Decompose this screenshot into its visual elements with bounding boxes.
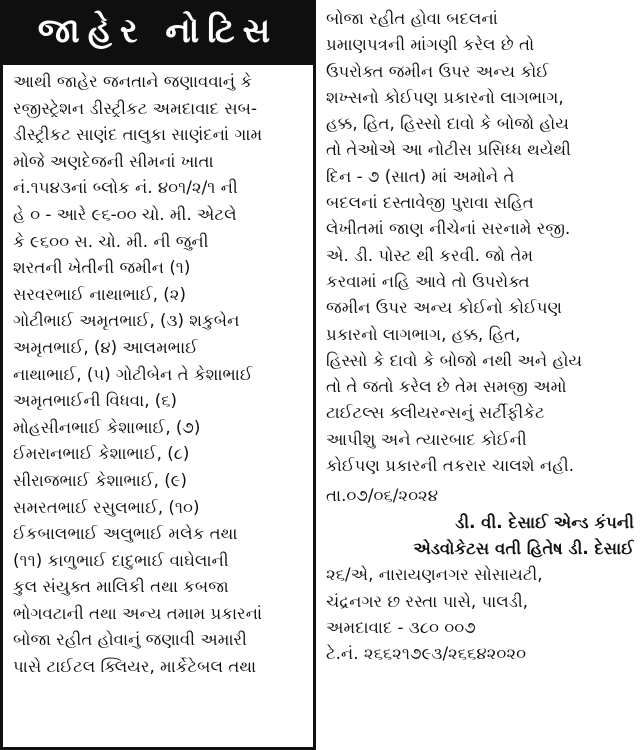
- body-line: શખ્સનો કોઈપણ પ્રકારનો લાગભાગ,: [326, 87, 564, 107]
- body-line: સરવરભાઈ નાથાભાઈ, (૨): [13, 284, 186, 304]
- body-line: ઉપરોક્ત જમીન ઉપર અન્ય કોઈ: [326, 61, 550, 81]
- body-line: બદલનાં દસ્તાવેજી પુરાવા સહિત: [326, 193, 534, 213]
- notice-left-column: [0, 0, 316, 750]
- body-line: શરતની ખેતીની જમીન (૧): [13, 258, 191, 278]
- body-line: અમૃતભાઈની વિધવા, (૬): [13, 391, 177, 411]
- body-line: જમીન ઉપર અન્ય કોઈનો કોઈપણ: [326, 298, 563, 318]
- firm-name: ડી. વી. દેસાઈ એન્ડ કંપની: [455, 512, 634, 532]
- body-line: પ્રકારનો લાગભાગ, હક્ક, હિત,: [326, 324, 521, 344]
- body-line: બોજા રહીત હોવાનું જણાવી અમારી: [13, 630, 247, 650]
- body-line: કે ૯૬૦૦ સ. ચો. મી. ની જુની: [13, 231, 209, 251]
- notice-title: જાહેર નોટિસ: [0, 0, 316, 65]
- body-line: આથી જાહેર જનતાને જણાવવાનું કે: [13, 72, 253, 91]
- body-line: ગોટીભાઈ અમૃતભાઈ, (૩) શકુબેન: [13, 311, 240, 331]
- body-line: આપીશુ અને ત્યારબાદ કોઈની: [326, 429, 527, 449]
- body-line: સમરતભાઈ રસુલભાઈ, (૧૦): [13, 497, 200, 517]
- body-line: ઈમરાનભાઈ કેશાભાઈ, (૮): [13, 444, 190, 464]
- body-line: ઈકબાલભાઈ અલુભાઈ મલેક તથા: [13, 524, 238, 544]
- right-body-text: [318, 0, 640, 667]
- body-line: (૧૧) કાળુભાઈ દાદુભાઈ વાઘેલાની: [13, 550, 229, 570]
- notice-right-column: [318, 0, 640, 750]
- notice-date: તા.૦૭/૦૬/૨૦૨૪: [326, 486, 439, 506]
- body-line: ટાઈટલ્સ ક્લીયરન્સનું સર્ટીફીકેટ: [326, 403, 545, 423]
- phone-number: ટે.નં. ૨૬૬૨૧૭૯૩/૨૬૬૪૨૦૨૦: [326, 644, 527, 664]
- body-line: બોજા રહીત હોવા બદલનાં: [326, 9, 498, 28]
- body-line: મોજે અણદેજની સીમનાં ખાતા: [13, 151, 214, 171]
- body-line: પાસે ટાઈટલ ક્લિયર, માર્કેટેબલ તથા: [13, 657, 257, 677]
- body-line: દિન - ૭ (સાત) માં અમોને તે: [326, 166, 515, 186]
- body-line: તો તે જતો કરેલ છે તેમ સમજી અમો: [326, 377, 567, 397]
- body-line: હે ૦ - આરે ૯૬-૦૦ ચો. મી. એટલે: [13, 204, 237, 224]
- body-line: લેખીતમાં જાણ નીચેનાં સરનામે રજી.: [326, 219, 571, 239]
- body-line: ભોગવટાની તથા અન્ય તમામ પ્રકારનાં: [13, 603, 263, 623]
- body-line: અમૃતભાઈ, (૪) આલમભાઈ: [13, 337, 198, 357]
- body-line: મોહસીનભાઈ કેશાભાઈ, (૭): [13, 417, 201, 437]
- body-line: ડીસ્ટ્રીકટ સાણંદ તાલુકા સાણંદનાં ગામ: [13, 125, 263, 145]
- body-line: તો તેઓએ આ નોટીસ પ્રસિધ્ધ થયેથી: [326, 140, 571, 160]
- body-line: કોઈપણ પ્રકારની તકરાર ચાલશે નહી.: [326, 456, 575, 476]
- body-line: પ્રમાણપત્રની માંગણી કરેલ છે તો: [326, 35, 535, 55]
- address-line: ૨૬/એ, નારાયણનગર સોસાયટી,: [326, 565, 543, 585]
- body-line: નાથાભાઈ, (૫) ગોટીબેન તે કેશાભાઈ: [13, 364, 253, 384]
- body-line: સીરાજભાઈ કેશાભાઈ, (૯): [13, 470, 187, 490]
- body-line: કુલ સંયુક્ત માલિકી તથા કબજા: [13, 577, 229, 597]
- body-line: રજીસ્ટ્રેશન ડીસ્ટ્રીકટ અમદાવાદ સબ-: [13, 98, 257, 118]
- address-line: ચંદ્રનગર છ રસ્તા પાસે, પાલડી,: [326, 591, 528, 611]
- body-line: હિસ્સો કે દાવો કે બોજો નથી અને હોય: [326, 350, 583, 370]
- body-line: એ. ડી. પોસ્ટ થી કરવી. જો તેમ: [326, 245, 534, 265]
- body-line: નં.૧૫૪૩નાં બ્લોક નં. ૪૦૧/૨/૧ ની: [13, 178, 238, 198]
- body-line: હક્ક, હિત, હિસ્સો દાવો કે બોજો હોય: [326, 114, 569, 134]
- address-line: અમદાવાદ - ૩૮૦ ૦૦૭: [326, 617, 476, 637]
- left-body-text: [3, 65, 313, 681]
- advocate-name: એડવોકેટસ વતી હિતેષ ડી. દેસાઈ: [413, 538, 634, 558]
- body-line: કરવામાં નહિ આવે તો ઉપરોક્ત: [326, 271, 530, 291]
